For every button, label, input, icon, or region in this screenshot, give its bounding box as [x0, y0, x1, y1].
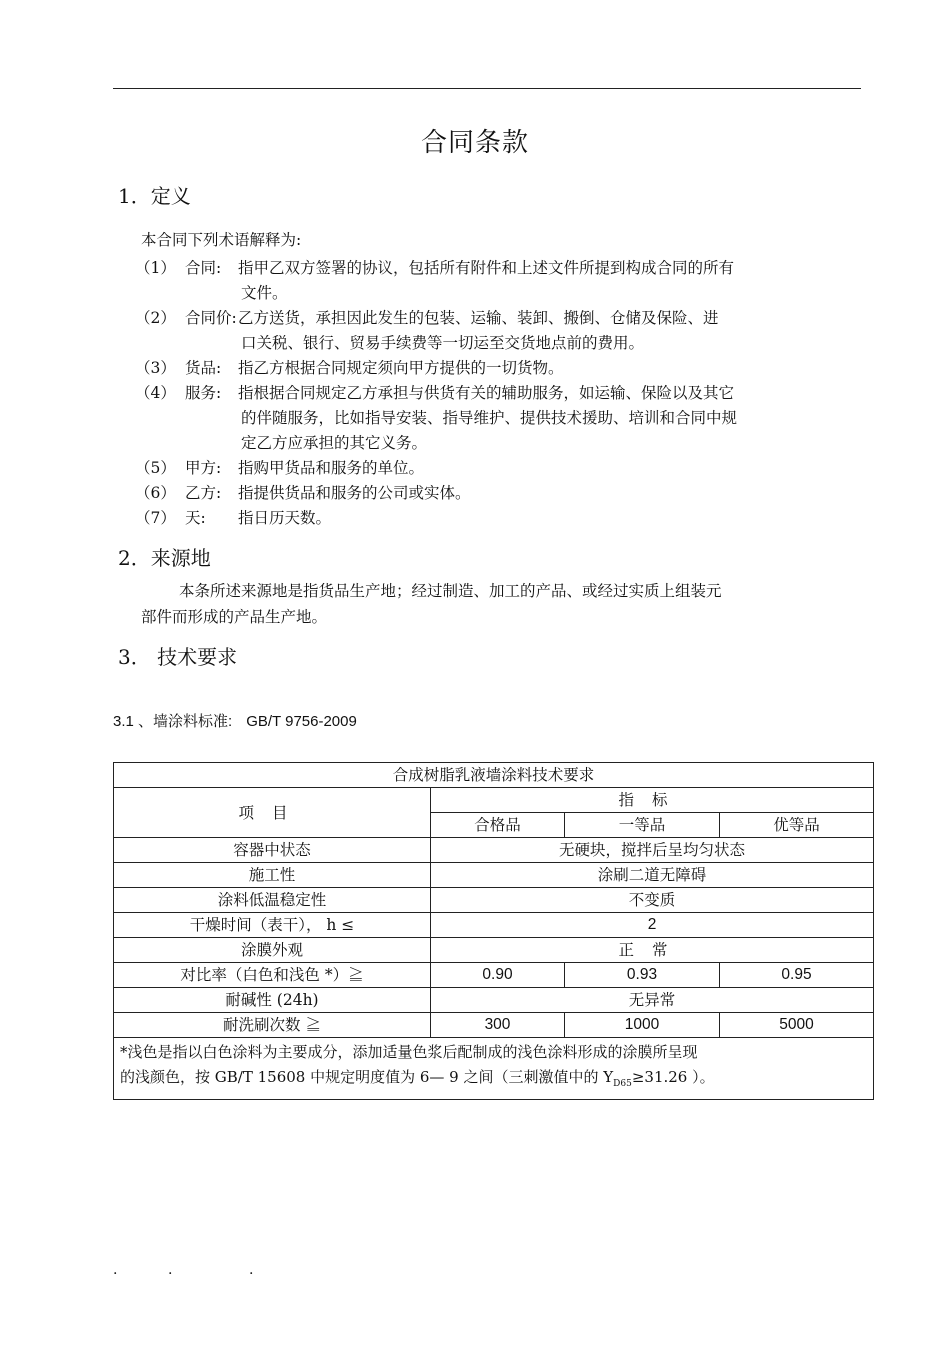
definition-item: [135, 481, 825, 506]
row-value: 涂刷二道无障碍: [431, 863, 874, 888]
definition-term: 服务:: [185, 384, 222, 402]
top-rule: [113, 88, 861, 89]
table-row: [114, 963, 874, 988]
section-heading-origin: 2．来源地: [118, 546, 211, 570]
definition-line: 文件。: [241, 284, 288, 302]
row-item: 涂料低温稳定性: [114, 888, 431, 913]
standard-label: 3.1 、墙涂料标准:: [113, 713, 233, 730]
origin-line: 本条所述来源地是指货品生产地；经过制造、加工的产品、或经过实质上组装元: [179, 582, 722, 600]
row-value: 1000: [565, 1013, 720, 1038]
table-note-row: [114, 1038, 874, 1100]
definition-item: [135, 256, 825, 306]
definition-body: [135, 481, 825, 506]
footer-dot: .: [113, 1262, 118, 1278]
definition-line: 指甲乙双方签署的协议，包括所有附件和上述文件所提到构成合同的所有: [238, 259, 735, 277]
spec-table: [113, 762, 874, 1100]
table-row: [114, 1013, 874, 1038]
grade-header: 合格品: [431, 813, 565, 838]
definition-number: （7）: [135, 509, 176, 527]
standard-code: GB/T 9756-2009: [246, 713, 357, 730]
definition-item: [135, 356, 825, 381]
row-value: 无硬块，搅拌后呈均匀状态: [431, 838, 874, 863]
item-header: 项目: [114, 788, 431, 838]
definition-term: 货品:: [185, 359, 222, 377]
table-row: [114, 863, 874, 888]
row-item: 施工性: [114, 863, 431, 888]
row-value: 5000: [720, 1013, 874, 1038]
origin-paragraph: [141, 578, 831, 630]
grade-header: 一等品: [565, 813, 720, 838]
footer-dot: .: [249, 1262, 254, 1278]
table-note: [114, 1038, 874, 1100]
definition-line: 指提供货品和服务的公司或实体。: [238, 484, 471, 502]
definition-body: [135, 356, 825, 381]
note-line-2b: ≥31.26 ）。: [631, 1068, 715, 1086]
note-line-1: *浅色是指以白色涂料为主要成分，添加适量色浆后配制成的浅色涂料形成的涂膜所呈现: [120, 1043, 698, 1061]
table-row: [114, 938, 874, 963]
page-title: 合同条款: [420, 128, 529, 158]
row-value: 0.95: [720, 963, 874, 988]
row-item: 耐碱性 (24h): [114, 988, 431, 1013]
definition-line: 指购甲货品和服务的单位。: [238, 459, 425, 477]
definition-line: 指乙方根据合同规定须向甲方提供的一切货物。: [238, 359, 564, 377]
definition-line: 的伴随服务，比如指导安装、指导维护、提供技术援助、培训和合同中规: [241, 409, 738, 427]
definition-body: [135, 506, 825, 531]
definition-body: [135, 256, 825, 306]
index-header: 指标: [431, 788, 874, 813]
definition-line: 定乙方应承担的其它义务。: [241, 434, 428, 452]
definition-body: [135, 456, 825, 481]
table-row: [114, 838, 874, 863]
note-subscript: D65: [613, 1079, 632, 1089]
definition-item: [135, 306, 825, 356]
row-item: 容器中状态: [114, 838, 431, 863]
definition-item: [135, 456, 825, 481]
grade-header: 优等品: [720, 813, 874, 838]
standard-line: [113, 710, 357, 731]
definition-line: 口关税、银行、贸易手续费等一切运至交货地点前的费用。: [241, 334, 645, 352]
table-caption: 合成树脂乳液墙涂料技术要求: [114, 763, 874, 788]
section-heading-tech: 3． 技术要求: [118, 645, 238, 669]
row-item: 涂膜外观: [114, 938, 431, 963]
row-value: 2: [431, 913, 874, 938]
definition-item: [135, 381, 825, 456]
definition-number: （5）: [135, 459, 176, 477]
row-item: 干燥时间（表干）， h ≤: [114, 913, 431, 938]
footer-dot: .: [168, 1262, 173, 1278]
table-row: [114, 888, 874, 913]
definition-body: [135, 381, 825, 456]
definition-term: 甲方:: [185, 459, 222, 477]
definition-number: （4）: [135, 384, 176, 402]
row-item: 耐洗刷次数 ≧: [114, 1013, 431, 1038]
definition-term: 天:: [185, 509, 206, 527]
origin-line: 部件而形成的产品生产地。: [141, 608, 328, 626]
definition-number: （1）: [135, 259, 176, 277]
row-value: 0.93: [565, 963, 720, 988]
row-value: 300: [431, 1013, 565, 1038]
table-row: [114, 913, 874, 938]
definition-term: 乙方:: [185, 484, 222, 502]
definition-item: [135, 506, 825, 531]
definition-term: 合同:: [185, 259, 222, 277]
definition-body: [135, 306, 825, 356]
note-line-2a: 的浅颜色，按 GB/T 15608 中规定明度值为 6— 9 之间（三刺激值中的 Y: [120, 1068, 614, 1086]
row-item: 对比率（白色和浅色 *）≧: [114, 963, 431, 988]
table-row: [114, 988, 874, 1013]
row-value: 0.90: [431, 963, 565, 988]
definition-number: （3）: [135, 359, 176, 377]
row-value: 正常: [431, 938, 874, 963]
definitions-intro: 本合同下列术语解释为:: [141, 231, 302, 249]
definition-line: 指日历天数。: [238, 509, 332, 527]
definition-line: 指根据合同规定乙方承担与供货有关的辅助服务，如运输、保险以及其它: [238, 384, 735, 402]
section-heading-definitions: 1．定义: [118, 184, 191, 208]
row-value: 无异常: [431, 988, 874, 1013]
definition-line: 乙方送货，承担因此发生的包装、运输、装卸、搬倒、仓储及保险、进: [238, 309, 719, 327]
definition-term: 合同价:: [185, 309, 237, 327]
definition-number: （6）: [135, 484, 176, 502]
definition-number: （2）: [135, 309, 176, 327]
row-value: 不变质: [431, 888, 874, 913]
